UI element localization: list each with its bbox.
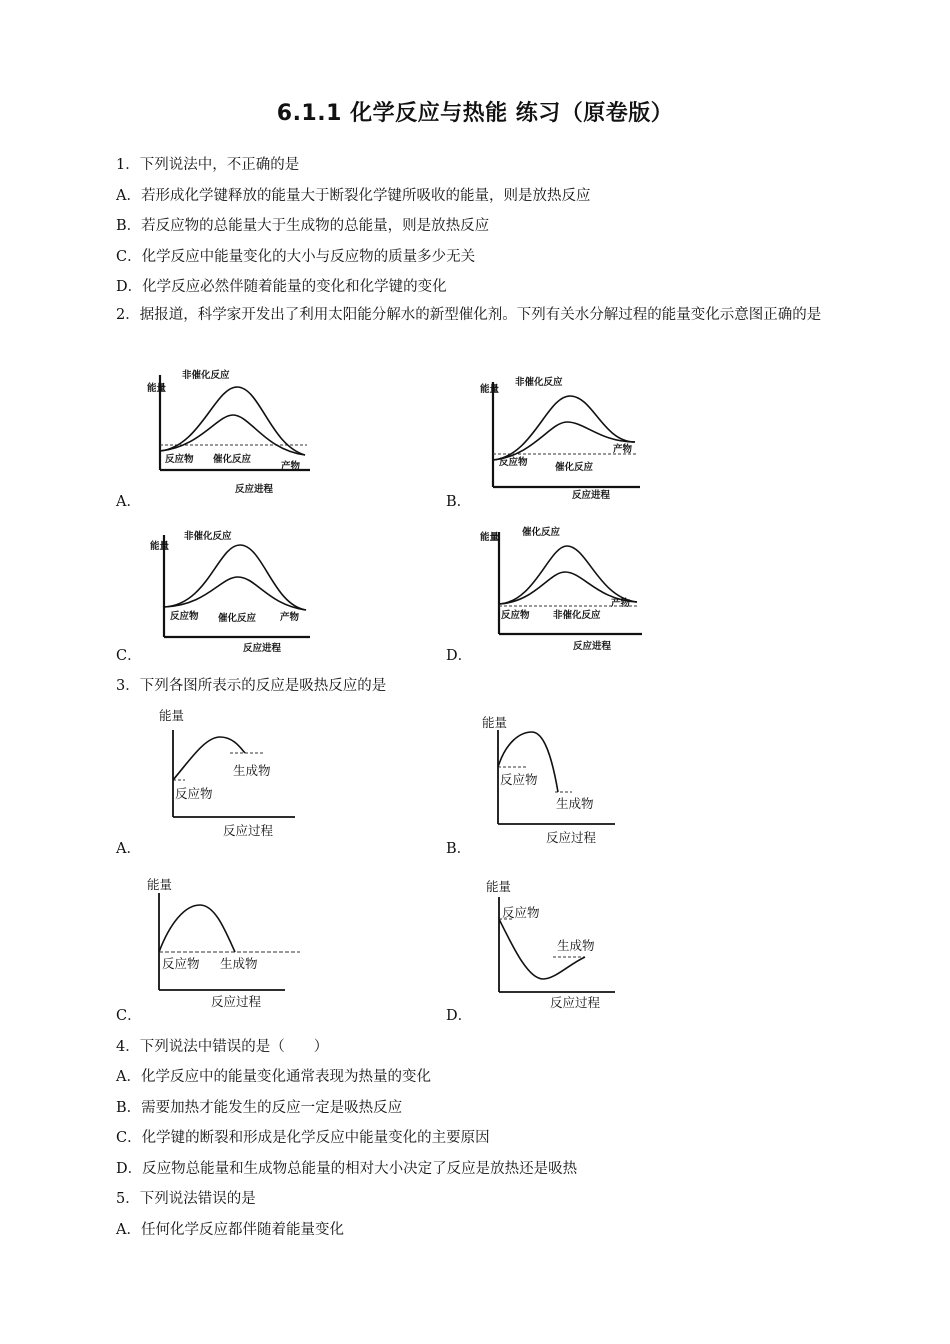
y-axis-label: 能量 — [486, 879, 512, 894]
q4-option-c: C．化学键的断裂和形成是化学反应中能量变化的主要原因 — [116, 1130, 490, 1146]
uncatalyzed-label: 非催化反应 — [184, 531, 232, 542]
reactant-label: 反应物 — [500, 772, 538, 787]
y-axis-label: 能量 — [480, 384, 500, 395]
product-label: 生成物 — [556, 796, 594, 811]
q1-option-d: D．化学反应必然伴随着能量的变化和化学键的变化 — [116, 279, 447, 295]
catalyzed-label: 催化反应 — [213, 454, 252, 465]
q4-option-b: B．需要加热才能发生的反应一定是吸热反应 — [116, 1100, 403, 1116]
uncatalyzed-label: 非催化反应 — [515, 377, 563, 388]
product-label: 产物 — [280, 612, 300, 623]
product-label: 生成物 — [557, 938, 595, 953]
q2-figure-a — [145, 365, 315, 500]
x-axis-label: 反应进程 — [243, 643, 282, 654]
catalyzed-label: 催化反应 — [555, 462, 594, 473]
y-axis-label: 能量 — [147, 877, 173, 892]
q3-label-b: B． — [446, 841, 472, 857]
q5-option-a: A．任何化学反应都伴随着能量变化 — [116, 1222, 344, 1238]
q1-option-c: C．化学反应中能量变化的大小与反应物的质量多少无关 — [116, 249, 476, 265]
q2-label-a: A． — [116, 494, 141, 510]
y-axis-label: 能量 — [150, 541, 170, 552]
reactant-label: 反应物 — [175, 786, 213, 801]
y-axis-label: 能量 — [147, 383, 167, 394]
q3-figure-d — [483, 877, 633, 1012]
q4-option-d: D．反应物总能量和生成物总能量的相对大小决定了反应是放热还是吸热 — [116, 1161, 578, 1177]
x-axis-label: 反应过程 — [223, 823, 274, 838]
q3-figure-c — [145, 875, 305, 1010]
x-axis-label: 反应进程 — [235, 484, 274, 495]
product-label: 生成物 — [220, 956, 258, 971]
product-label: 产物 — [611, 598, 631, 609]
q4-stem: 4．下列说法中错误的是（ ） — [116, 1039, 329, 1055]
uncatalyzed-label: 非催化反应 — [182, 370, 230, 381]
reactant-label: 反应物 — [499, 457, 528, 468]
q4-option-a: A．化学反应中的能量变化通常表现为热量的变化 — [116, 1069, 431, 1085]
catalyzed-label: 催化反应 — [218, 613, 257, 624]
q3-label-d: D． — [446, 1008, 473, 1024]
reactant-label: 反应物 — [162, 956, 200, 971]
q5-stem: 5．下列说法错误的是 — [116, 1191, 256, 1207]
product-label: 产物 — [613, 444, 633, 455]
x-axis-label: 反应进程 — [573, 641, 612, 652]
q3-label-c: C． — [116, 1008, 142, 1024]
q1-option-b: B．若反应物的总能量大于生成物的总能量，则是放热反应 — [116, 218, 490, 234]
x-axis-label: 反应过程 — [550, 995, 601, 1010]
q2-figure-d — [477, 522, 647, 654]
y-axis-label: 能量 — [482, 715, 508, 730]
q3-stem: 3．下列各图所表示的反应是吸热反应的是 — [116, 678, 387, 694]
reactant-label: 反应物 — [501, 610, 530, 621]
q3-label-a: A． — [116, 841, 141, 857]
q2-figure-c — [148, 525, 318, 655]
q2-label-b: B． — [446, 494, 472, 510]
x-axis-label: 反应过程 — [546, 830, 597, 845]
catalyzed-label: 催化反应 — [522, 527, 561, 538]
y-axis-label: 能量 — [159, 708, 185, 723]
page-title: 6.1.1 化学反应与热能 练习（原卷版） — [276, 101, 674, 126]
q1-stem: 1．下列说法中，不正确的是 — [116, 157, 300, 173]
q3-figure-a — [155, 705, 305, 840]
x-axis-label: 反应过程 — [211, 994, 262, 1009]
q2-stem: 2．据报道，科学家开发出了利用太阳能分解水的新型催化剂。下列有关水分解过程的能量变化示意图正确的是 — [116, 307, 822, 323]
y-axis-label: 能量 — [480, 532, 500, 543]
product-label: 生成物 — [233, 763, 271, 778]
reactant-label: 反应物 — [170, 611, 199, 622]
reactant-label: 反应物 — [502, 905, 540, 920]
q2-label-c: C． — [116, 648, 142, 664]
q1-option-a: A．若形成化学键释放的能量大于断裂化学键所吸收的能量，则是放热反应 — [116, 188, 591, 204]
q3-figure-b — [480, 712, 630, 847]
q2-figure-b — [475, 372, 645, 507]
x-axis-label: 反应进程 — [572, 490, 611, 501]
q2-label-d: D． — [446, 648, 473, 664]
uncatalyzed-label: 非催化反应 — [553, 610, 601, 621]
reactant-label: 反应物 — [165, 454, 194, 465]
product-label: 产物 — [281, 461, 301, 472]
